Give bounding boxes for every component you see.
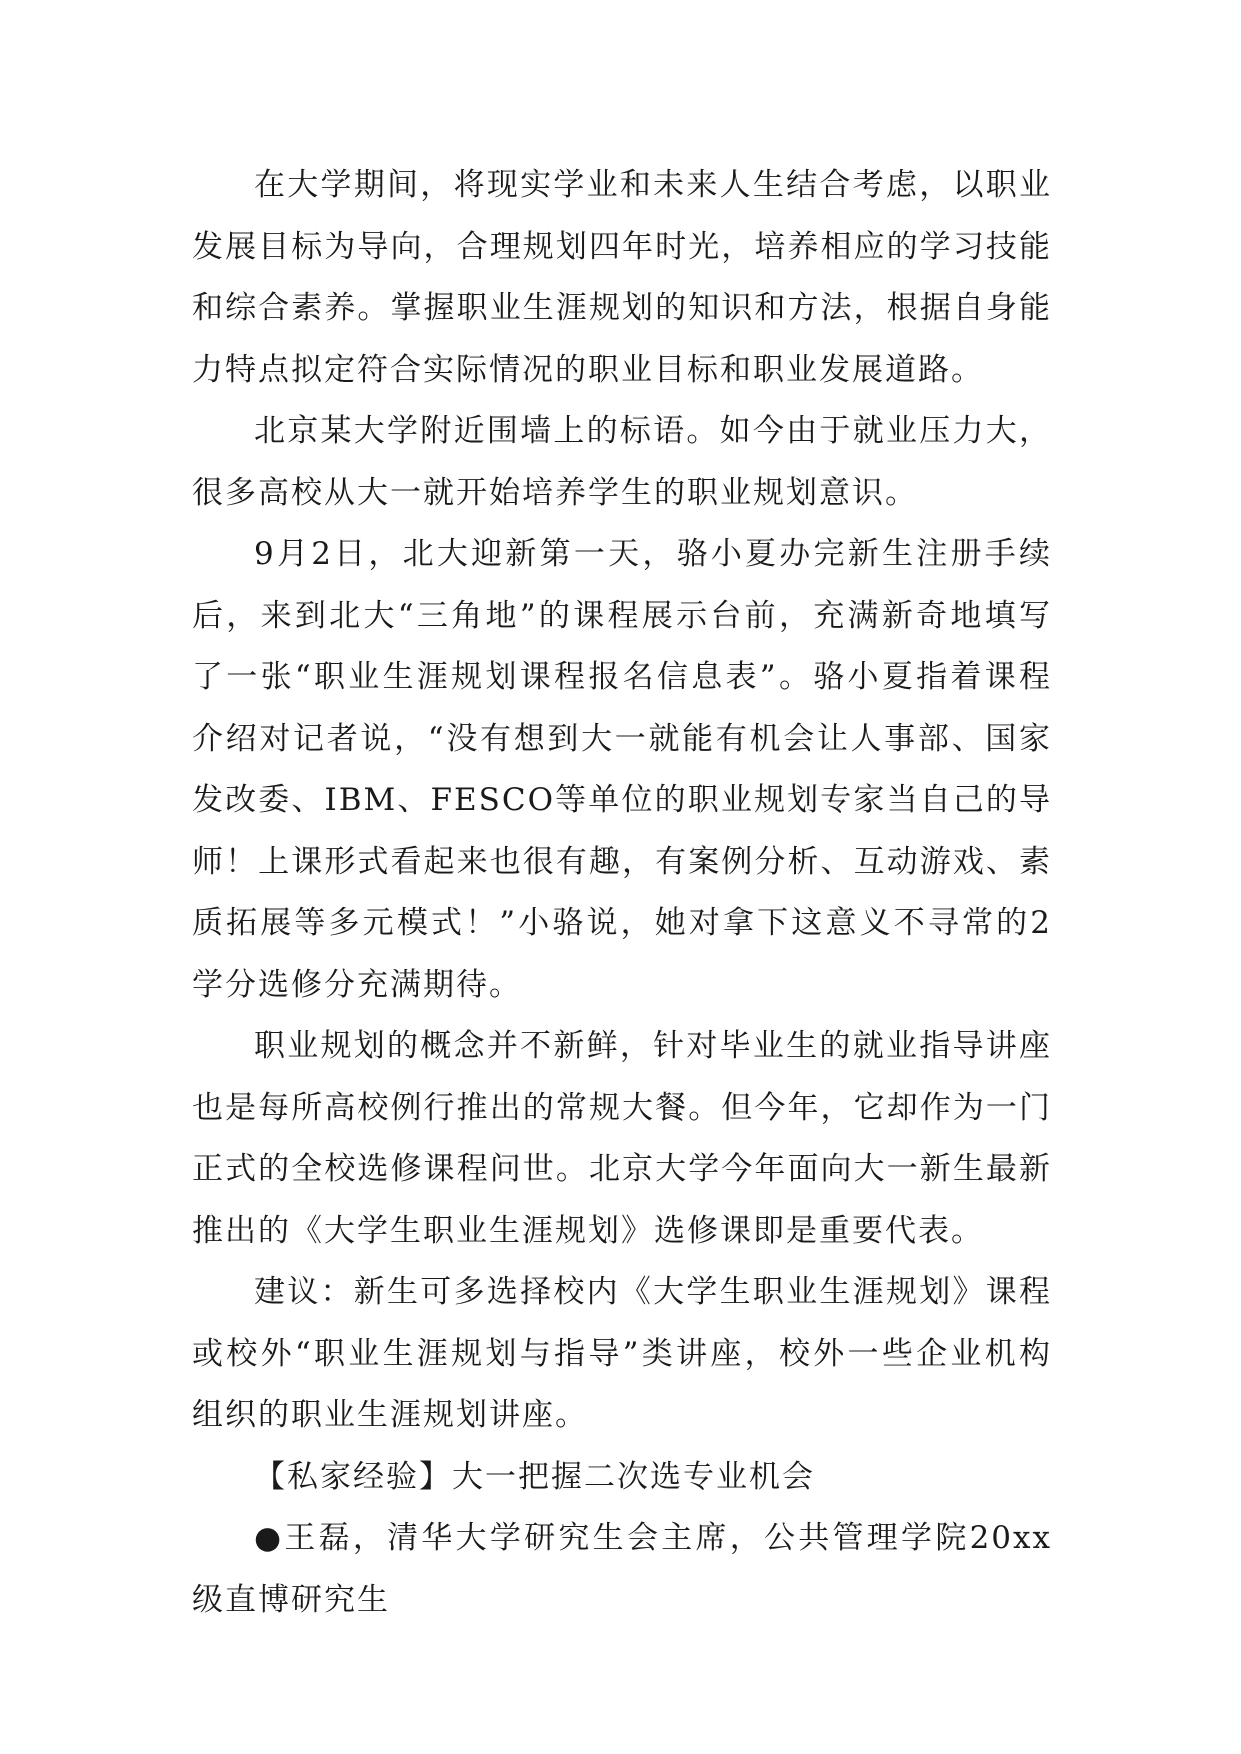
paragraph-career-planning-intro: 在大学期间，将现实学业和未来人生结合考虑，以职业发展目标为导向，合理规划四年时光，培养相应的学习技能和综合素养。掌握职业生涯规划的知识和方法，根据自身能力特点拟定符合实际情况的职业目标和职业发展道路。	[192, 167, 1052, 388]
paragraph-section-heading: 【私家经验】大一把握二次选专业机会	[254, 1458, 815, 1495]
paragraph-author-bio: ●王磊，清华大学研究生会主席，公共管理学院20xx级直博研究生	[192, 1520, 1052, 1618]
paragraph-course-launch: 职业规划的概念并不新鲜，针对毕业生的就业指导讲座也是每所高校例行推出的常规大餐。但今年，它却作为一门正式的全校选修课程问世。北京大学今年面向大一新生最新推出的《大学生职业生涯规划》选修课即是重要代表。	[192, 1028, 1052, 1249]
document-body	[192, 155, 1052, 1631]
paragraph-suggestion: 建议：新生可多选择校内《大学生职业生涯规划》课程或校外“职业生涯规划与指导”类讲座，校外一些企业机构组织的职业生涯规划讲座。	[192, 1274, 1052, 1433]
paragraph-freshman-story: 9月2日，北大迎新第一天，骆小夏办完新生注册手续后，来到北大“三角地”的课程展示台前，充满新奇地填写了一张“职业生涯规划课程报名信息表”。骆小夏指着课程介绍对记者说，“没有想到大一就能有机会让人事部、国家发改委、IBM、FESCO等单位的职业规划专家当自己的导师！上课形式看起来也很有趣，有案例分析、互动游戏、素质拓展等多元模式！”小骆说，她对拿下这意义不寻常的2学分选修分充满期待。	[192, 536, 1052, 1003]
paragraph-wall-slogan: 北京某大学附近围墙上的标语。如今由于就业压力大，很多高校从大一就开始培养学生的职业规划意识。	[192, 413, 1052, 511]
